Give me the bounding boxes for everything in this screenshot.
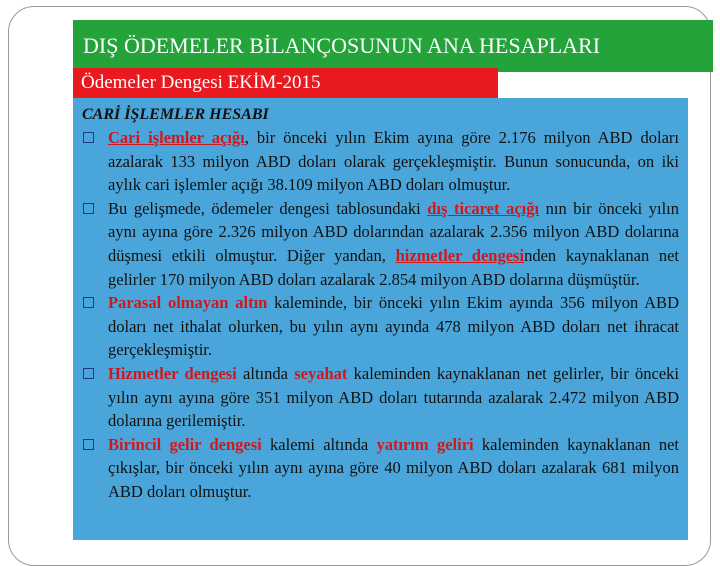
slide-title: DIŞ ÖDEMELER BİLANÇOSUNUN ANA HESAPLARI <box>73 20 713 72</box>
highlighted-term: seyahat <box>294 363 348 383</box>
checkbox-square-icon <box>83 368 94 379</box>
content-panel <box>73 98 688 540</box>
bullet-text: kaleminde, bir önceki yılın Ekim ayında 356 milyon ABD doları net ithalat olurken, bu yılın aynı ayında 478 milyon ABD doları net ihracat gerçekleşmiştir. <box>108 293 679 360</box>
bullet-text: altında <box>236 363 295 383</box>
bullet-text: kalemi altında <box>261 434 377 454</box>
highlighted-term: Hizmetler dengesi <box>108 363 237 383</box>
highlighted-term: Cari işlemler açığı <box>108 128 245 147</box>
slide-subtitle: Ödemeler Dengesi EKİM-2015 <box>73 68 498 98</box>
bullet-item <box>82 291 679 362</box>
highlighted-term: yatırım geliri <box>376 434 474 454</box>
section-heading: CARİ İŞLEMLER HESABI <box>82 106 269 123</box>
highlighted-term: dış ticaret açığı <box>427 198 540 218</box>
checkbox-square-icon <box>83 297 94 308</box>
checkbox-square-icon <box>83 439 94 450</box>
highlighted-term: Birincil gelir dengesi <box>108 434 262 454</box>
bullet-list <box>82 126 679 504</box>
bullet-text: , bir önceki yılın Ekim ayına göre 2.176 milyon ABD doları azalarak 133 milyon ABD doları olarak gerçekleşmiştir. Bunun sonucunda, on iki aylık cari işlemler açığı 38.109 milyon ABD doları olmuştur. <box>108 128 679 195</box>
highlighted-term: Parasal olmayan altın <box>108 293 268 313</box>
bullet-item <box>82 126 679 197</box>
checkbox-square-icon <box>83 203 94 214</box>
bullet-text: kaleminden kaynaklanan net çıkışlar, bir önceki yılın aynı ayına göre 40 milyon ABD doları azalarak 681 milyon ABD doları olmuştur. <box>108 434 679 501</box>
bullet-item <box>82 362 679 433</box>
bullet-text: Bu gelişmede, ödemeler dengesi tablosundaki <box>108 198 428 218</box>
bullet-text: kaleminden kaynaklanan net gelirler, bir önceki yılın aynı ayına göre 351 milyon ABD doları tutarında azalarak 2.472 milyon ABD dolarına gerilemiştir. <box>108 363 679 431</box>
highlighted-term: hizmetler dengesi <box>395 245 525 265</box>
bullet-item <box>82 197 679 291</box>
bullet-text: nden kaynaklanan net gelirler 170 milyon ABD doları azalarak 2.854 milyon ABD dolarına düşmüştür. <box>108 245 680 289</box>
checkbox-square-icon <box>83 132 94 143</box>
bullet-text: nın bir önceki yılın aynı ayına göre 2.326 milyon ABD dolarından azalarak 2.356 milyon ABD dolarına düşmesi etkili olmuştur. Diğer yandan, <box>108 198 679 265</box>
bullet-item <box>82 433 679 504</box>
